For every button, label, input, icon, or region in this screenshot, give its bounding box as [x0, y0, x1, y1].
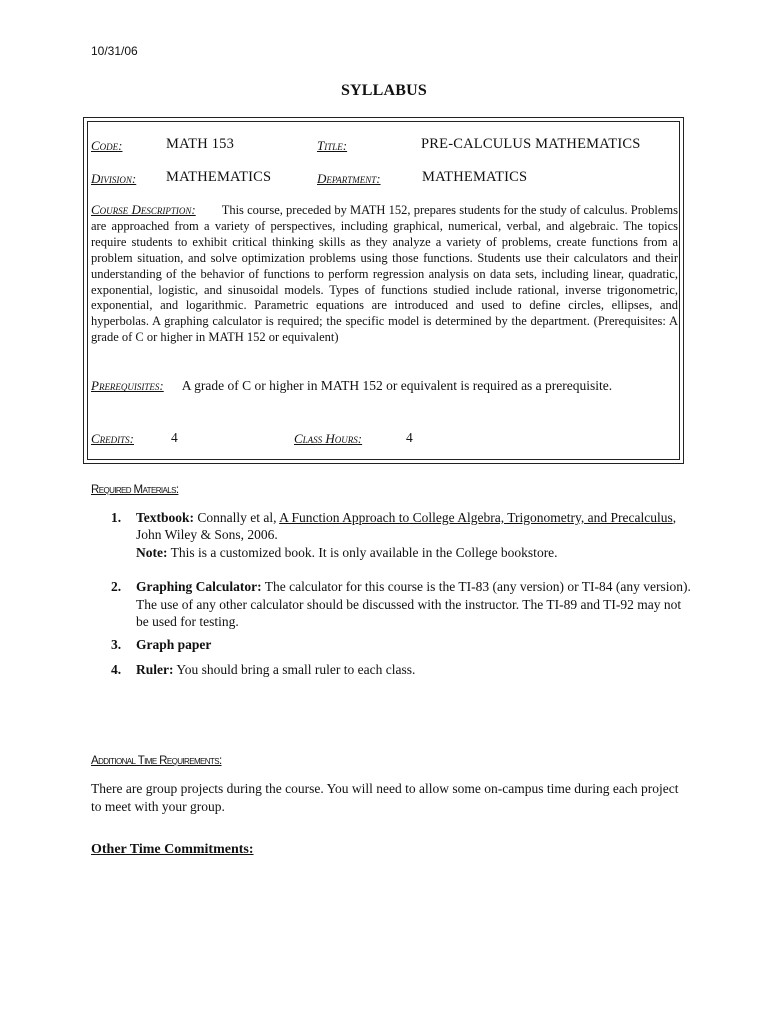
calculator-label: Graphing Calculator:	[136, 579, 262, 595]
list-item	[111, 661, 691, 678]
page-title: SYLLABUS	[340, 82, 428, 99]
required-materials-list	[111, 509, 691, 678]
course-title: PRE-CALCULUS MATHEMATICS	[421, 136, 641, 152]
class-hours-label: Class Hours:	[294, 431, 363, 446]
document-date: 10/31/06	[91, 44, 138, 58]
list-item-number: 1.	[111, 510, 122, 525]
division-label: Division:	[91, 171, 137, 186]
required-materials-heading: Required Materials:	[91, 484, 179, 496]
additional-time-text: There are group projects during the course. You will need to allow some on-campus time during each project to meet with your group.	[91, 781, 679, 814]
course-code: MATH 153	[166, 136, 235, 152]
list-item	[111, 509, 691, 561]
textbook-title: A Function Approach to College Algebra, Trigonometry, and Precalculus	[279, 510, 673, 525]
graph-paper-label: Graph paper	[136, 637, 212, 653]
title-label: Title:	[317, 138, 348, 153]
credits-value: 4	[171, 430, 178, 445]
list-item	[111, 578, 691, 630]
additional-time-heading: Additional Time Requirements:	[91, 755, 222, 767]
ruler-text: You should bring a small ruler to each class.	[176, 661, 416, 677]
textbook-label: Textbook:	[136, 510, 195, 525]
course-description-label: Course Description:	[91, 202, 196, 217]
course-division: MATHEMATICS	[166, 169, 272, 185]
list-item-number: 2.	[111, 579, 122, 595]
ruler-label: Ruler:	[136, 661, 174, 677]
prerequisites	[91, 377, 678, 395]
department-label: Department:	[317, 171, 381, 186]
prerequisites-text: A grade of C or higher in MATH 152 or equivalent is required as a prerequisite.	[181, 378, 613, 393]
course-description	[91, 202, 678, 346]
course-department: MATHEMATICS	[422, 169, 528, 185]
textbook-author: Connally et al,	[197, 510, 277, 525]
other-time-heading: Other Time Commitments:	[91, 842, 254, 857]
course-description-text: This course, preceded by MATH 152, prepares students for the study of calculus. Problems are approached from a variety of perspectives, including graphical, numerical, verbal, and algebraic. The topics require students to exhibit critical thinking skills as they analyze a variety of problems, create functions from a problem situation, and solve optimization problems using those functions. Students use their calculators and their understanding of the behavior of functions to perform regression analysis on data sets, including linear, quadratic, exponential, logistic, and sinusoidal models. Types of functions studied include rational, inverse trigonometric, exponential, and logarithmic. Parametric equations are introduced and used to define circles, ellipses, and hyperbolas. A graphing calculator is required; the specific model is determined by the department. (Prerequisites: A grade of C or higher in MATH 152 or equivalent)	[91, 203, 678, 345]
textbook-note-label: Note:	[136, 544, 168, 560]
class-hours-value: 4	[406, 430, 413, 445]
textbook-note: This is a customized book. It is only available in the College bookstore.	[170, 544, 558, 560]
credits-label: Credits:	[91, 431, 134, 446]
textbook-publisher: , John Wiley & Sons, 2006.	[136, 510, 677, 543]
list-item-number: 3.	[111, 637, 122, 653]
calculator-text: The calculator for this course is the TI-83 (any version) or TI-84 (any version). The use of any other calculator should be discussed with the instructor. The TI-89 and TI-92 may not be used for testing.	[136, 579, 691, 630]
code-label: Code:	[91, 138, 123, 153]
prerequisites-label: Prerequisites:	[91, 378, 164, 393]
list-item-number: 4.	[111, 661, 122, 677]
list-item	[111, 636, 691, 653]
